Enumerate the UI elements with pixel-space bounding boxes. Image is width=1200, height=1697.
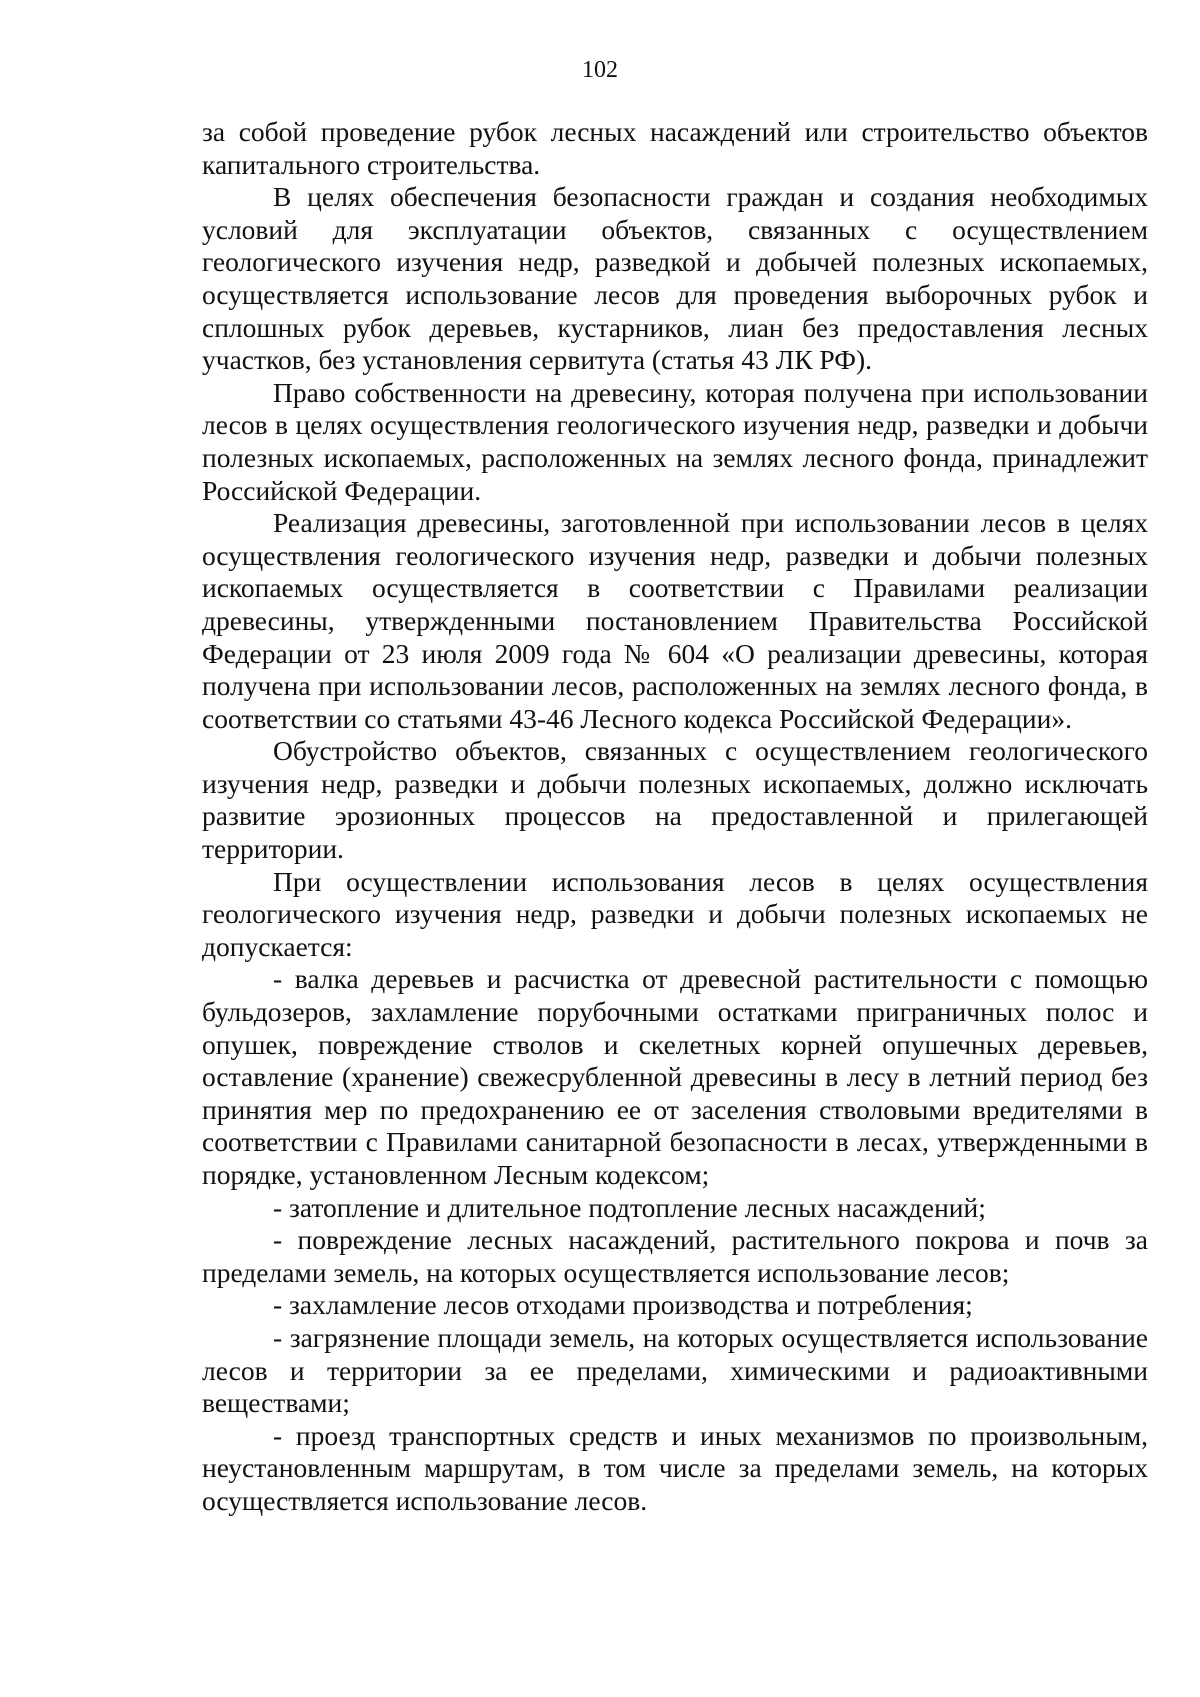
paragraph-ownership: Право собственности на древесину, которая получена при использовании лесов в целях осуществления геологического изучения недр, разведки и добычи полезных ископаемых, расположенных на землях лесного фонда, принадлежит Российской Федерации. [202, 376, 1148, 506]
list-item-vehicles: - проезд транспортных средств и иных механизмов по произвольным, неустановленным маршрутам, в том числе за пределами земель, на которых осуществляется использование лесов. [202, 1419, 1148, 1516]
list-item-damage: - повреждение лесных насаждений, растительного покрова и почв за пределами земель, на которых осуществляется использование лесов; [202, 1224, 1148, 1288]
paragraph-continuation: за собой проведение рубок лесных насаждений или строительство объектов капитального строительства. [202, 116, 1148, 180]
list-item-pollution: - загрязнение площади земель, на которых осуществляется использование лесов и территории за ее пределами, химическими и радиоактивными веществами; [202, 1321, 1148, 1419]
page-number: 102 [582, 57, 618, 83]
list-item-flooding: - затопление и длительное подтопление лесных насаждений; [273, 1191, 986, 1223]
document-body [202, 116, 1148, 1518]
list-item-littering: - захламление лесов отходами производства и потребления; [273, 1289, 973, 1321]
paragraph-arrangement: Обустройство объектов, связанных с осуществлением геологического изучения недр, разведки и добычи полезных ископаемых, должно исключать развитие эрозионных процессов на предоставленной и прилегающей территории. [202, 735, 1148, 865]
paragraph-timber-sale: Реализация древесины, заготовленной при использовании лесов в целях осуществления геологического изучения недр, разведки и добычи полезных ископаемых осуществляется в соответствии с Правилами реализации древесины, утвержденными постановлением Правительства Российской Федерации от 23 июля 2009 года № 604 «О реализации древесины, которая получена при использовании лесов, расположенных на землях лесного фонда, в соответствии со статьями 43-46 Лесного кодекса Российской Федерации». [202, 507, 1148, 734]
paragraph-safety-conditions: В целях обеспечения безопасности граждан и создания необходимых условий для эксплуатации объектов, связанных с осуществлением геологического изучения недр, разведкой и добычей полезных ископаемых, осуществляется использование лесов для проведения выборочных рубок и сплошных рубок деревьев, кустарников, лиан без предоставления лесных участков, без установления сервитута (статья 43 ЛК РФ). [202, 181, 1148, 376]
list-item-felling: - валка деревьев и расчистка от древесной растительности с помощью бульдозеров, захламление порубочными остатками приграничных полос и опушек, повреждение стволов и скелетных корней опушечных деревьев, оставление (хранение) свежесрубленной древесины в лесу в летний период без принятия мер по предохранению ее от заселения стволовыми вредителями в соответствии с Правилами санитарной безопасности в лесах, утвержденными в порядке, установленном Лесным кодексом; [202, 963, 1148, 1190]
paragraph-prohibited-intro: При осуществлении использования лесов в целях осуществления геологического изучения недр, разведки и добычи полезных ископаемых не допускается: [202, 865, 1148, 962]
